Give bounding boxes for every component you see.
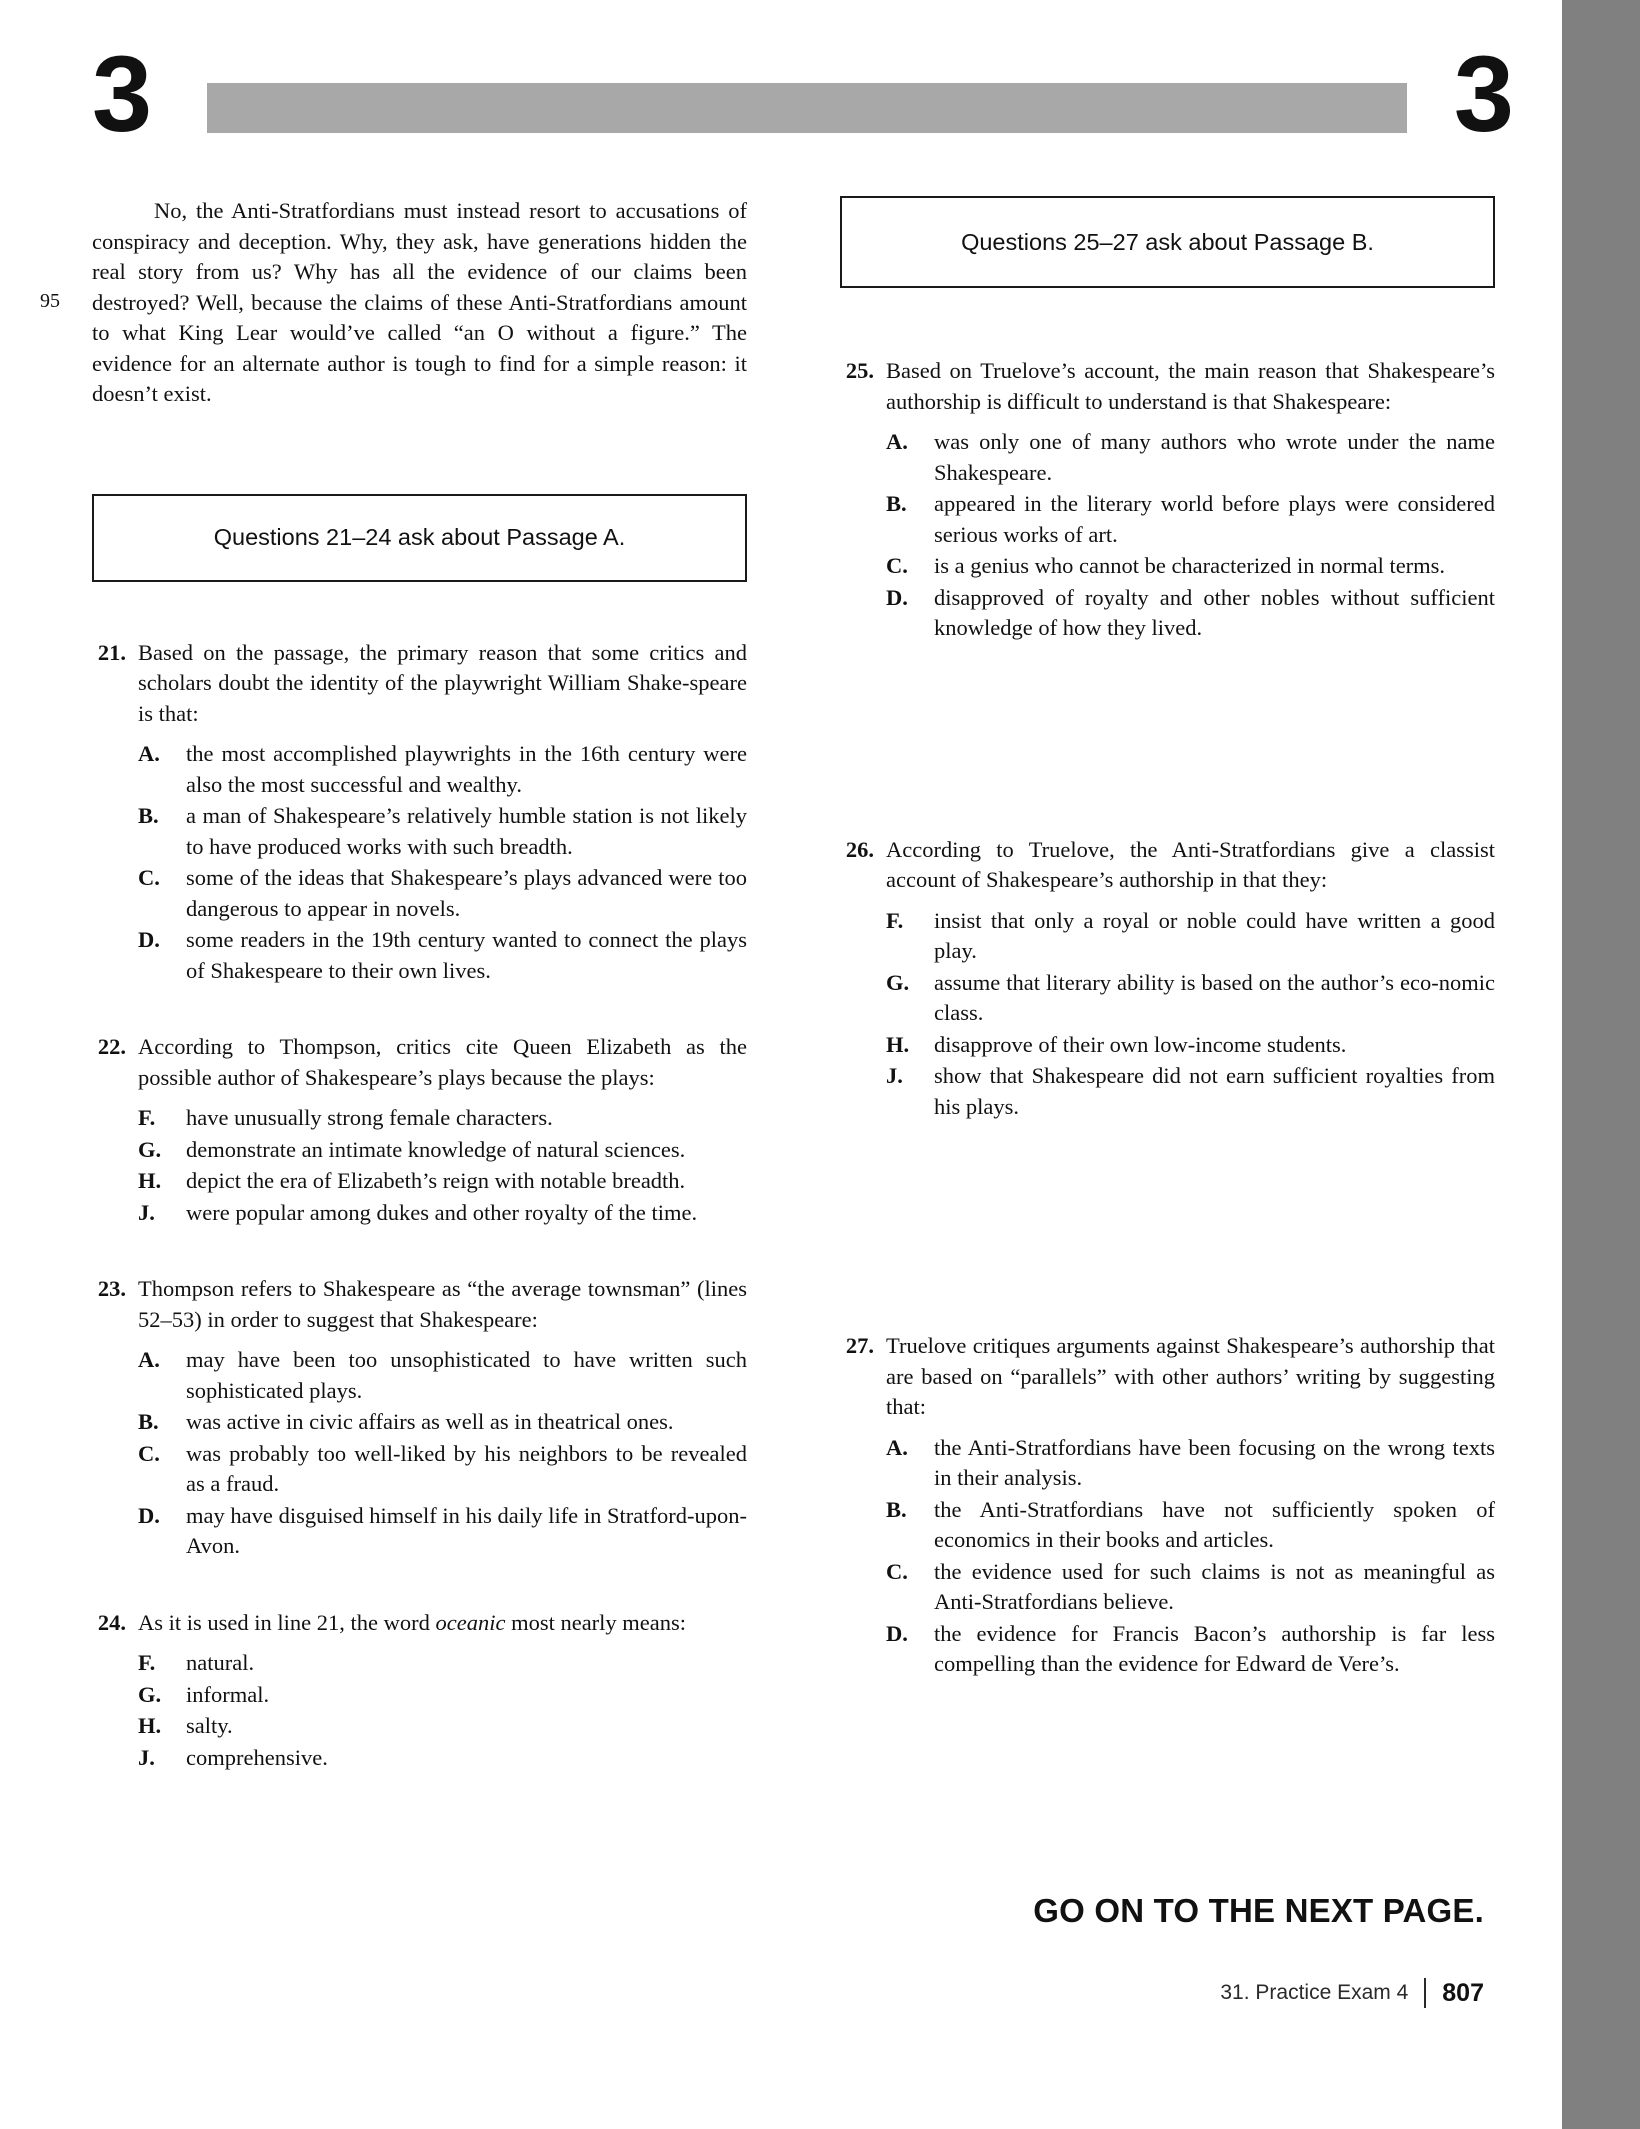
choice-25-b-label: B. — [886, 491, 907, 516]
choice-23-d-label: D. — [138, 1502, 160, 1528]
passage-line-number-95: 95 — [40, 290, 60, 312]
choice-21-c-text: some of the ideas that Shakespeare’s plays advanced were too dangerous to appear in novels. — [186, 865, 747, 921]
footer-page-number: 807 — [1442, 1978, 1484, 2007]
choice-21-d-label: D. — [138, 927, 160, 952]
choice-26-h-label: H. — [886, 1031, 910, 1057]
choice-27-c-text: the evidence used for such claims is not as meaningful as Anti-Stratfordians believe. — [934, 1558, 1495, 1614]
question-24 — [92, 1608, 747, 1774]
choice-25-a[interactable] — [886, 427, 1495, 488]
callout-passage-a-label: Questions 21–24 ask about Passage A. — [213, 524, 626, 550]
choice-24-f-text: natural. — [186, 1650, 255, 1675]
choice-22-f-label: F. — [138, 1105, 156, 1130]
choice-22-j-label: J. — [138, 1199, 155, 1225]
question-24-stem-italic-word: oceanic — [435, 1609, 506, 1635]
choice-24-j-label: J. — [138, 1744, 155, 1770]
choice-25-b[interactable] — [886, 489, 1495, 550]
choice-22-g-text: demonstrate an intimate knowledge of natural sciences. — [186, 1136, 686, 1162]
go-on-notice: GO ON TO THE NEXT PAGE. — [1033, 1892, 1484, 1929]
question-27-stem: Truelove critiques arguments against Shakespeare’s authorship that are based on “parallels” with other authors’ writing by suggesting that: — [886, 1333, 1495, 1419]
choice-21-a-text: the most accomplished playwrights in the 16th century were also the most successful and wealthy. — [186, 741, 747, 797]
question-27-stem-row — [840, 1331, 1495, 1423]
left-column — [40, 196, 747, 1774]
question-22-stem: According to Thompson, critics cite Queen Elizabeth as the possible author of Shakespeare’s plays because the plays: — [138, 1034, 747, 1090]
choice-26-f-label: F. — [886, 907, 904, 933]
question-25-stem: Based on Truelove’s account, the main reason that Shakespeare’s authorship is difficult to understand is that Shakespeare: — [886, 358, 1495, 414]
choice-26-j-text: show that Shakespeare did not earn sufficient royalties from his plays. — [934, 1063, 1495, 1119]
question-27-choices — [886, 1433, 1495, 1680]
question-22-choices — [138, 1103, 747, 1228]
choice-27-c[interactable] — [886, 1557, 1495, 1618]
choice-23-a-text: may have been too unsophisticated to have written such sophisticated plays. — [186, 1347, 747, 1403]
choice-23-b-text: was active in civic affairs as well as in theatrical ones. — [186, 1409, 674, 1434]
choice-26-g-text: assume that literary ability is based on the author’s eco-nomic class. — [934, 969, 1495, 1025]
choice-25-d[interactable] — [886, 583, 1495, 644]
choice-21-d-text: some readers in the 19th century wanted to connect the plays of Shakespeare to their own lives. — [186, 927, 747, 983]
choice-25-a-label: A. — [886, 429, 908, 454]
choice-24-j-text: comprehensive. — [186, 1744, 328, 1770]
choice-22-j-text: were popular among dukes and other royalty of the time. — [186, 1199, 698, 1225]
question-25-stem-row — [840, 356, 1495, 417]
choice-21-b-text: a man of Shakespeare’s relatively humble station is not likely to have produced works with such breadth. — [186, 803, 747, 859]
choice-21-a[interactable] — [138, 739, 747, 800]
choice-24-g[interactable] — [138, 1680, 747, 1711]
question-22-number: 22. — [97, 1034, 126, 1059]
choice-25-c[interactable] — [886, 551, 1495, 582]
choice-22-f[interactable] — [138, 1103, 747, 1134]
question-23 — [92, 1274, 747, 1562]
choice-24-g-text: informal. — [186, 1681, 270, 1707]
choice-24-h-label: H. — [138, 1713, 162, 1738]
right-column — [840, 196, 1495, 1681]
choice-22-j[interactable] — [138, 1198, 747, 1229]
choice-22-g-label: G. — [138, 1136, 162, 1162]
question-26-stem-row — [840, 835, 1495, 896]
section-number-right: 3 — [1453, 33, 1512, 154]
section-number-left: 3 — [92, 33, 151, 154]
choice-27-b-text: the Anti-Stratfordians have not sufficiently spoken of economics in their books and articles. — [934, 1496, 1495, 1552]
choice-21-c[interactable] — [138, 863, 747, 924]
choice-27-a-label: A. — [886, 1434, 908, 1460]
choice-27-b-label: B. — [886, 1496, 907, 1522]
choice-21-d[interactable] — [138, 925, 747, 986]
choice-24-f[interactable] — [138, 1648, 747, 1679]
choice-27-d[interactable] — [886, 1619, 1495, 1680]
question-24-choices — [138, 1648, 747, 1773]
choice-27-a[interactable] — [886, 1433, 1495, 1494]
choice-25-c-text: is a genius who cannot be characterized in normal terms. — [934, 553, 1446, 578]
question-21-stem: Based on the passage, the primary reason that some critics and scholars doubt the identity of the playwright William Shake-speare is that: — [138, 639, 747, 726]
choice-25-d-label: D. — [886, 584, 908, 610]
question-25-number: 25. — [845, 358, 874, 383]
page-header — [92, 33, 1512, 154]
choice-23-c[interactable] — [138, 1439, 747, 1500]
choice-25-a-text: was only one of many authors who wrote under the name Shakespeare. — [934, 429, 1495, 485]
choice-23-c-label: C. — [138, 1440, 160, 1466]
question-23-stem: Thompson refers to Shakespeare as “the average townsman” (lines 52–53) in order to suggest that Shakespeare: — [138, 1276, 747, 1332]
choice-24-g-label: G. — [138, 1681, 162, 1707]
choice-24-h-text: salty. — [186, 1713, 233, 1738]
choice-21-b[interactable] — [138, 801, 747, 862]
choice-26-f-text: insist that only a royal or noble could have written a good play. — [934, 907, 1495, 963]
choice-26-h-text: disapprove of their own low-income students. — [934, 1031, 1347, 1057]
choice-24-f-label: F. — [138, 1650, 156, 1675]
question-25-choices — [886, 427, 1495, 644]
choice-25-b-text: appeared in the literary world before plays were considered serious works of art. — [934, 491, 1495, 547]
choice-22-h-label: H. — [138, 1168, 162, 1193]
choice-23-d-text: may have disguised himself in his daily life in Stratford-upon-Avon. — [186, 1502, 747, 1558]
question-27 — [840, 1331, 1495, 1680]
question-21-choices — [138, 739, 747, 986]
question-23-stem-row — [92, 1274, 747, 1335]
choice-23-c-text: was probably too well-liked by his neighbors to be revealed as a fraud. — [186, 1440, 747, 1496]
footer-divider — [1424, 1978, 1426, 2008]
passage-text: No, the Anti-Stratfordians must instead resort to accusations of conspiracy and deception. Why, they ask, have generations hidden the real story from us? Why has all the evidence of our claims been destroyed? Well, because the claims of these Anti-Stratfordians amount to what King Lear would’ve called “an O without a figure.” The evidence for an alternate author is tough to find for a simple reason: it doesn’t exist. — [92, 198, 747, 406]
question-21-stem-row — [92, 638, 747, 730]
question-26-number: 26. — [845, 836, 874, 862]
choice-26-f[interactable] — [886, 906, 1495, 967]
question-23-choices — [138, 1345, 747, 1562]
choice-21-b-label: B. — [138, 803, 159, 828]
choice-24-j[interactable] — [138, 1743, 747, 1774]
spacer-after-question-26 — [840, 1123, 1495, 1291]
choice-21-a-label: A. — [138, 741, 160, 766]
question-26-choices — [886, 906, 1495, 1123]
callout-passage-b — [840, 196, 1495, 288]
choice-26-j-label: J. — [886, 1063, 903, 1088]
choice-27-b[interactable] — [886, 1495, 1495, 1556]
question-26 — [840, 835, 1495, 1123]
footer-chapter-label: 31. Practice Exam 4 — [1220, 1981, 1409, 2004]
choice-23-a[interactable] — [138, 1345, 747, 1406]
question-24-stem-row — [92, 1608, 747, 1639]
choice-25-c-label: C. — [886, 553, 908, 578]
choice-26-j[interactable] — [886, 1061, 1495, 1122]
choice-21-c-label: C. — [138, 865, 160, 890]
passage-paragraph — [40, 196, 747, 410]
question-22-stem-row — [92, 1032, 747, 1093]
question-23-number: 23. — [97, 1276, 126, 1301]
question-25 — [840, 356, 1495, 644]
choice-27-d-label: D. — [886, 1620, 908, 1646]
question-24-stem-before: As it is used in line 21, the word — [138, 1609, 436, 1635]
page-footer — [1220, 1978, 1484, 2008]
question-27-number: 27. — [845, 1333, 874, 1358]
choice-22-f-text: have unusually strong female characters. — [186, 1105, 553, 1130]
header-rule-bar — [207, 83, 1407, 133]
choice-26-g-label: G. — [886, 969, 910, 995]
choice-23-b-label: B. — [138, 1409, 159, 1434]
question-26-stem: According to Truelove, the Anti-Stratfordians give a classist account of Shakespeare’s authorship in that they: — [886, 836, 1495, 892]
section-edge-tab — [1562, 0, 1640, 2129]
spacer-after-question-25 — [840, 645, 1495, 795]
choice-27-c-label: C. — [886, 1558, 908, 1584]
question-22 — [92, 1032, 747, 1228]
choice-22-h-text: depict the era of Elizabeth’s reign with notable breadth. — [186, 1168, 686, 1193]
callout-passage-b-label: Questions 25–27 ask about Passage B. — [961, 228, 1374, 255]
question-24-stem — [138, 1608, 747, 1639]
choice-23-d[interactable] — [138, 1501, 747, 1562]
choice-22-g[interactable] — [138, 1135, 747, 1166]
choice-23-a-label: A. — [138, 1347, 160, 1372]
choice-25-d-text: disapproved of royalty and other nobles without sufficient knowledge of how they lived. — [934, 584, 1495, 640]
choice-26-g[interactable] — [886, 968, 1495, 1029]
callout-passage-a — [92, 494, 747, 582]
choice-27-a-text: the Anti-Stratfordians have been focusing on the wrong texts in their analysis. — [934, 1434, 1495, 1490]
question-21 — [92, 638, 747, 987]
question-24-stem-after: most nearly means: — [505, 1609, 687, 1635]
choice-26-h[interactable] — [886, 1030, 1495, 1061]
choice-24-h[interactable] — [138, 1711, 747, 1742]
choice-22-h[interactable] — [138, 1166, 747, 1197]
question-24-number: 24. — [97, 1609, 126, 1635]
choice-27-d-text: the evidence for Francis Bacon’s authorship is far less compelling than the evidence for Edward de Vere’s. — [934, 1620, 1495, 1676]
choice-23-b[interactable] — [138, 1407, 747, 1438]
question-21-number: 21. — [97, 639, 126, 665]
